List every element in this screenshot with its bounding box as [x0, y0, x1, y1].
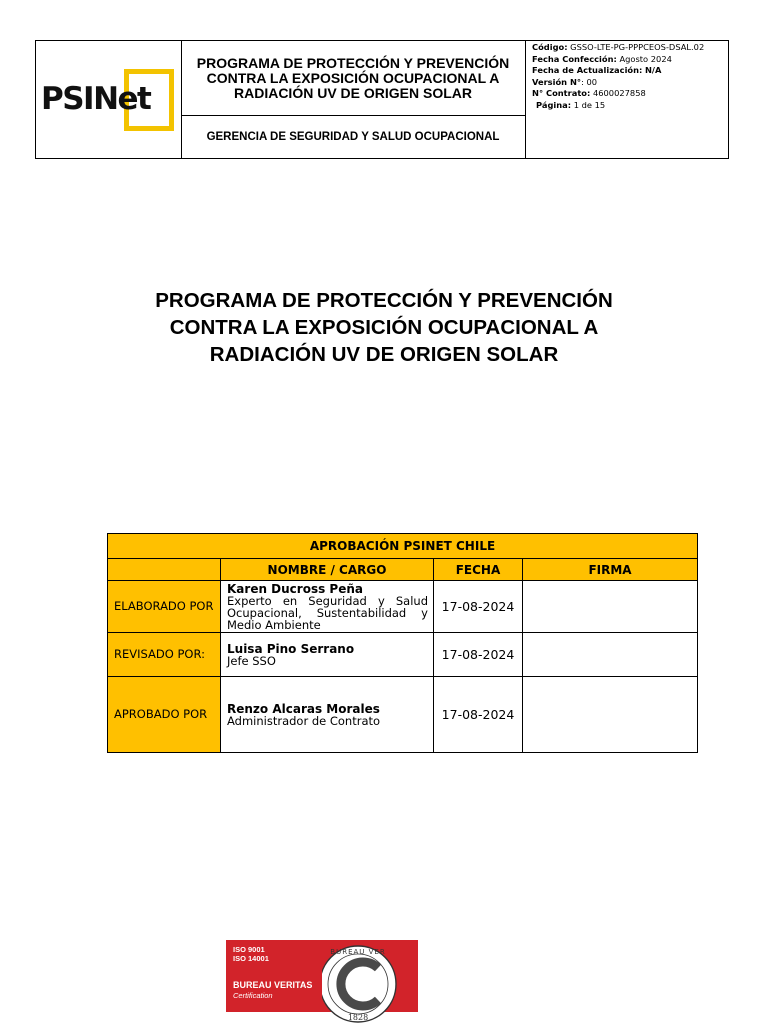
bureau-veritas-badge — [226, 940, 418, 1024]
meta-contrato-label: N° Contrato: — [532, 88, 591, 99]
meta-version — [532, 77, 728, 89]
approval-title-row — [108, 534, 698, 559]
document-title — [84, 287, 684, 368]
header-title-cell — [181, 41, 526, 158]
role-cell: ELABORADO POR — [108, 581, 221, 633]
person-position: Administrador de Contrato — [227, 713, 381, 728]
column-header-nombre: NOMBRE / CARGO — [221, 559, 434, 581]
person-name: Renzo Alcaras Morales — [227, 701, 380, 716]
date-cell: 17-08-2024 — [434, 581, 523, 633]
seal-top-text: BUREAU VER — [330, 948, 386, 956]
meta-pagina-label: Página: — [536, 99, 572, 110]
meta-confeccion-value: Agosto 2024 — [619, 53, 672, 64]
bureau-veritas-label: BUREAU VERITAS — [233, 980, 313, 990]
person-name: Luisa Pino Serrano — [227, 641, 355, 656]
iso-9001-label: ISO 9001 — [233, 945, 265, 954]
meta-pagina-value: 1 de 15 — [573, 99, 606, 110]
approval-column-headers — [108, 559, 698, 581]
person-name: Karen Ducross Peña — [227, 581, 363, 596]
header-program-title: PROGRAMA DE PROTECCIÓN Y PREVENCIÓN CONTRA LA EXPOSICIÓN OCUPACIONAL A RADIACIÓN UV DE ORIGEN SOLAR — [196, 54, 510, 101]
meta-pagina — [532, 100, 728, 112]
signature-cell — [523, 633, 698, 677]
person-cell — [221, 633, 434, 677]
document-title-line: RADIACIÓN UV DE ORIGEN SOLAR — [209, 343, 559, 366]
meta-codigo-value: GSSO-LTE-PG-PPPCEOS-DSAL.02 — [570, 42, 705, 52]
certification-label: Certification — [233, 991, 273, 1000]
psinet-logo: PSINet — [41, 81, 151, 117]
seal-year-text: 1828 — [347, 1013, 369, 1022]
person-position: Experto en Seguridad y Salud Ocupacional, Sustentabilidad y Medio Ambiente — [227, 593, 428, 632]
table-row — [108, 677, 698, 753]
signature-cell — [523, 677, 698, 753]
meta-contrato-value: 4600027858 — [592, 88, 646, 99]
column-header-firma: FIRMA — [523, 559, 698, 581]
logo-cell — [36, 41, 182, 158]
document-header — [35, 40, 729, 159]
meta-confeccion-label: Fecha Confección: — [532, 53, 617, 64]
meta-confeccion — [532, 54, 728, 66]
bureau-veritas-seal-icon — [322, 940, 418, 1024]
person-cell — [221, 581, 434, 633]
iso-14001-label: ISO 14001 — [233, 953, 269, 963]
document-title-line: CONTRA LA EXPOSICIÓN OCUPACIONAL A — [169, 316, 599, 339]
header-title-box — [181, 41, 525, 116]
role-cell: APROBADO POR — [108, 677, 221, 753]
meta-codigo-label: Código: — [532, 42, 568, 52]
header-department: GERENCIA DE SEGURIDAD Y SALUD OCUPACIONAL — [206, 131, 500, 143]
signature-cell — [523, 581, 698, 633]
header-department-box — [181, 116, 525, 158]
document-title-line: PROGRAMA DE PROTECCIÓN Y PREVENCIÓN — [155, 289, 613, 312]
person-position: Jefe SSO — [227, 653, 276, 668]
meta-version-label: Versión N° — [532, 76, 582, 87]
meta-actualizacion-value: N/A — [644, 65, 662, 76]
meta-version-value: : 00 — [581, 76, 598, 87]
meta-actualizacion-label: Fecha de Actualización: — [532, 65, 643, 76]
meta-actualizacion — [532, 65, 728, 77]
meta-codigo — [532, 42, 728, 54]
date-cell: 17-08-2024 — [434, 677, 523, 753]
empty-header-cell — [108, 559, 221, 581]
date-cell: 17-08-2024 — [434, 633, 523, 677]
column-header-fecha: FECHA — [434, 559, 523, 581]
table-row — [108, 581, 698, 633]
header-meta — [526, 41, 728, 158]
meta-contrato — [532, 88, 728, 100]
table-row — [108, 633, 698, 677]
person-cell — [221, 677, 434, 753]
role-cell: REVISADO POR: — [108, 633, 221, 677]
iso-labels — [233, 946, 269, 963]
approval-table-title: APROBACIÓN PSINET CHILE — [108, 534, 698, 559]
approval-table — [107, 533, 698, 753]
